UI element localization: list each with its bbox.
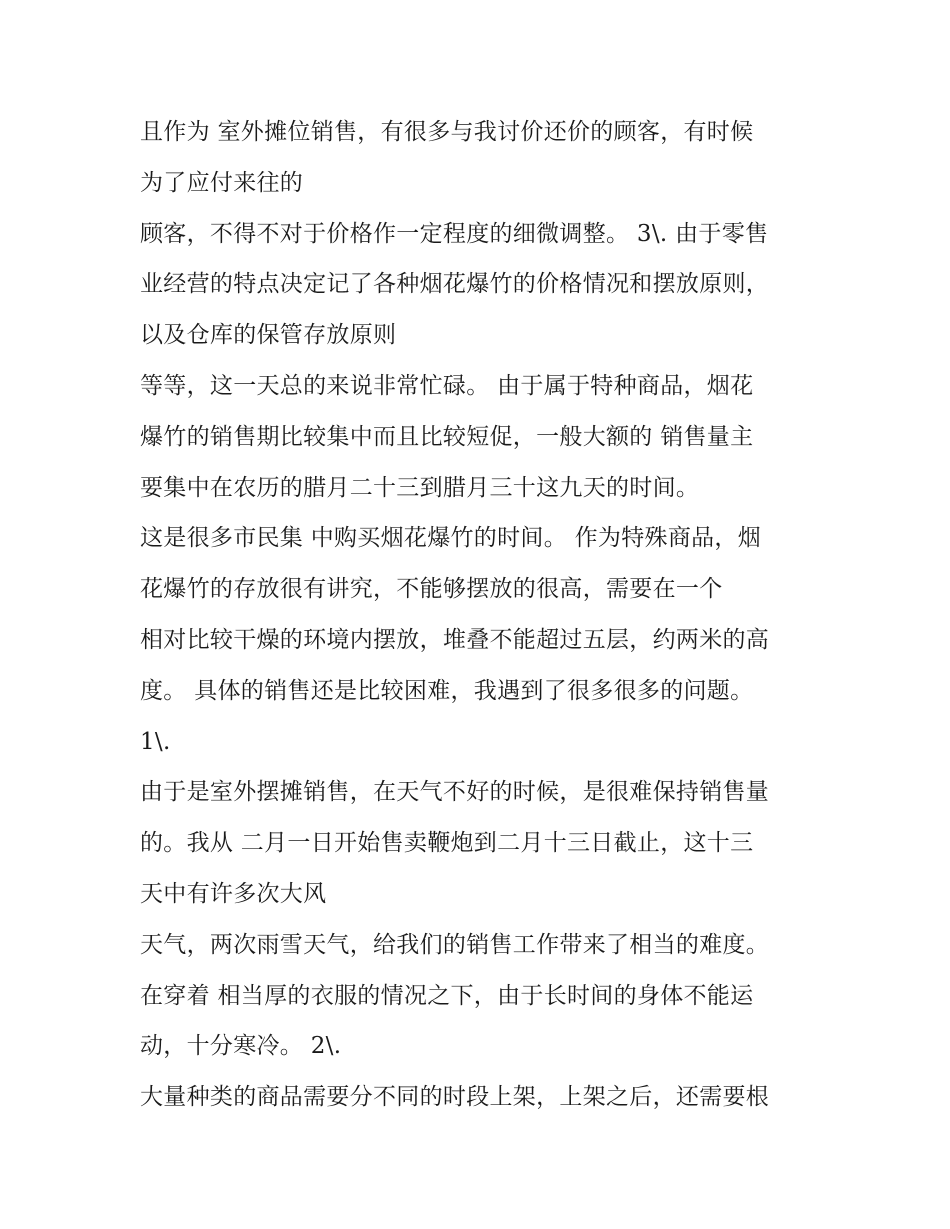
- text-line: 业经营的特点决定记了各种烟花爆竹的价格情况和摆放原则，: [140, 271, 770, 298]
- text-line: 由于是室外摆摊销售，在天气不好的时候，是很难保持销售量: [140, 779, 770, 806]
- text-line: 要集中在农历的腊月二十三到腊月三十这九天的时间。: [140, 474, 700, 501]
- text-line: 大量种类的商品需要分不同的时段上架，上架之后，还需要根: [140, 1084, 770, 1111]
- text-line: 天中有许多次大风: [140, 880, 327, 907]
- text-line: 以及仓库的保管存放原则: [140, 322, 397, 349]
- text-line: 这是很多市民集 中购买烟花爆竹的时间。 作为特殊商品，烟: [140, 525, 762, 552]
- text-line: 度。 具体的销售还是比较困难，我遇到了很多很多的问题。: [140, 677, 754, 704]
- text-line: 的。我从 二月一日开始售卖鞭炮到二月十三日截止，这十三: [140, 830, 754, 857]
- text-line: 动，十分寒冷。 2\.: [140, 1033, 342, 1060]
- text-line: 为了应付来往的: [140, 169, 304, 196]
- text-line: 相对比较干燥的环境内摆放，堆叠不能超过五层，约两米的高: [140, 626, 770, 653]
- text-line: 爆竹的销售期比较集中而且比较短促，一般大额的 销售量主: [140, 423, 754, 450]
- text-line: 花爆竹的存放很有讲究，不能够摆放的很高，需要在一个: [140, 576, 723, 603]
- text-line: 天气，两次雨雪天气，给我们的销售工作带来了相当的难度。: [140, 931, 770, 958]
- text-line: 在穿着 相当厚的衣服的情况之下，由于长时间的身体不能运: [140, 982, 754, 1009]
- text-line: 等等，这一天总的来说非常忙碌。 由于属于特种商品，烟花: [140, 372, 754, 399]
- text-line: 且作为 室外摊位销售，有很多与我讨价还价的顾客，有时候: [140, 119, 754, 145]
- text-line: 顾客，不得不对于价格作一定程度的细微调整。 3\. 由于零售: [140, 220, 769, 247]
- text-line: 1\.: [140, 728, 171, 755]
- body-text: [140, 107, 830, 1123]
